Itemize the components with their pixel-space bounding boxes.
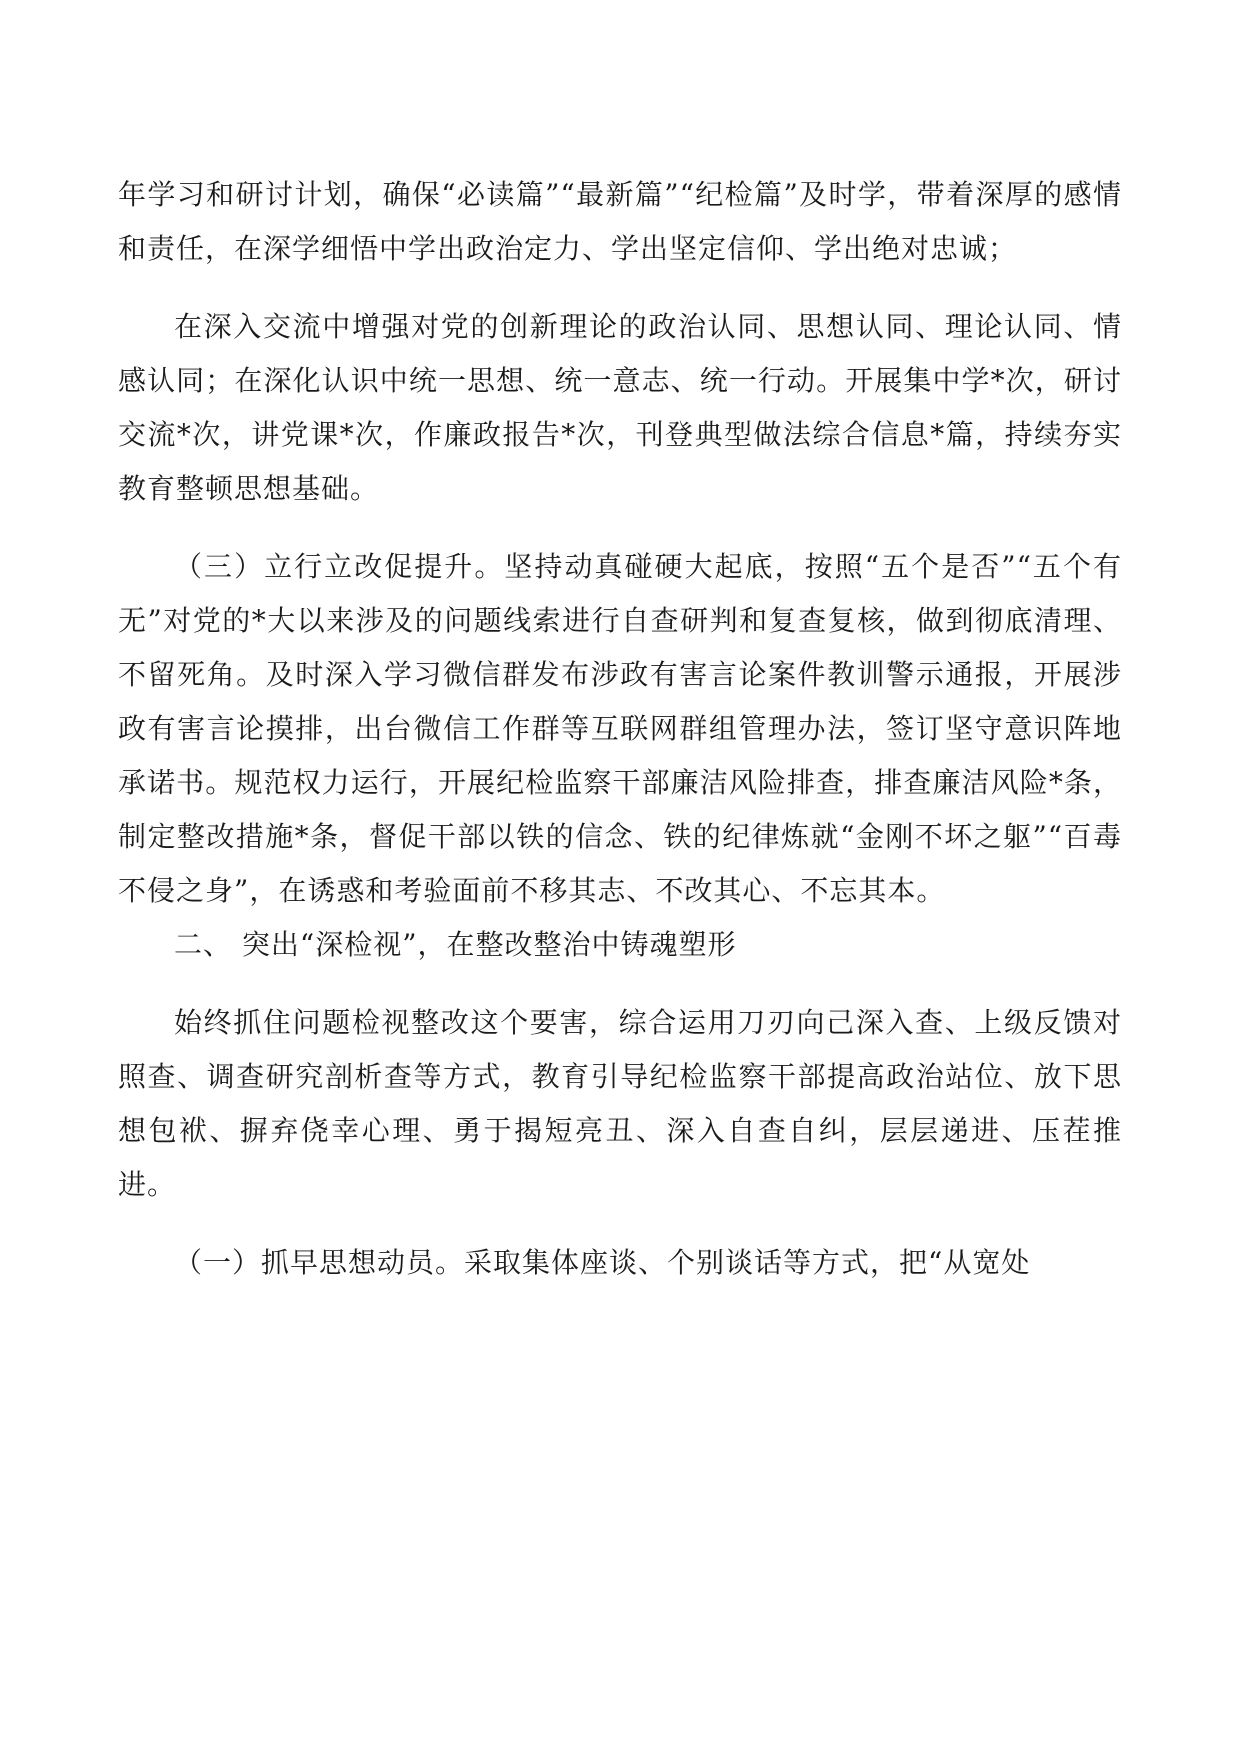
paragraph-subsection-one: （一）抓早思想动员。采取集体座谈、个别谈话等方式，把“从宽处	[174, 1246, 1031, 1279]
document-body	[118, 168, 1122, 1290]
paragraph-section-three: （三）立行立改促提升。坚持动真碰硬大起底，按照“五个是否”“五个有无”对党的*大以来涉及的问题线索进行自查研判和复查复核，做到彻底清理、不留死角。及时深入学习微信群发布涉政有害言论案件教训警示通报，开展涉政有害言论摸排，出台微信工作群等互联网群组管理办法，签订坚守意识阵地承诺书。规范权力运行，开展纪检监察干部廉洁风险排查，排查廉洁风险*条，制定整改措施*条，督促干部以铁的信念、铁的纪律炼就“金刚不坏之躯”“百毒不侵之身”，在诱惑和考验面前不移其志、不改其心、不忘其本。	[118, 550, 1122, 907]
paragraph-continued-study-plan: 年学习和研讨计划，确保“必读篇”“最新篇”“纪检篇”及时学，带着深厚的感情和责任，在深学细悟中学出政治定力、学出坚定信仰、学出绝对忠诚；	[118, 178, 1122, 265]
paragraph-problem-review: 始终抓住问题检视整改这个要害，综合运用刀刃向己深入查、上级反馈对照查、调查研究剖析查等方式，教育引导纪检监察干部提高政治站位、放下思想包袱、摒弃侥幸心理、勇于揭短亮丑、深入自查自纠，层层递进、压茬推进。	[118, 1006, 1122, 1201]
paragraph-deep-exchange: 在深入交流中增强对党的创新理论的政治认同、思想认同、理论认同、情感认同；在深化认识中统一思想、统一意志、统一行动。开展集中学*次，研讨交流*次，讲党课*次，作廉政报告*次，刊登典型做法综合信息*篇，持续夯实教育整顿思想基础。	[118, 310, 1122, 505]
section-heading-two: 二、 突出“深检视”，在整改整治中铸魂塑形	[174, 928, 737, 961]
